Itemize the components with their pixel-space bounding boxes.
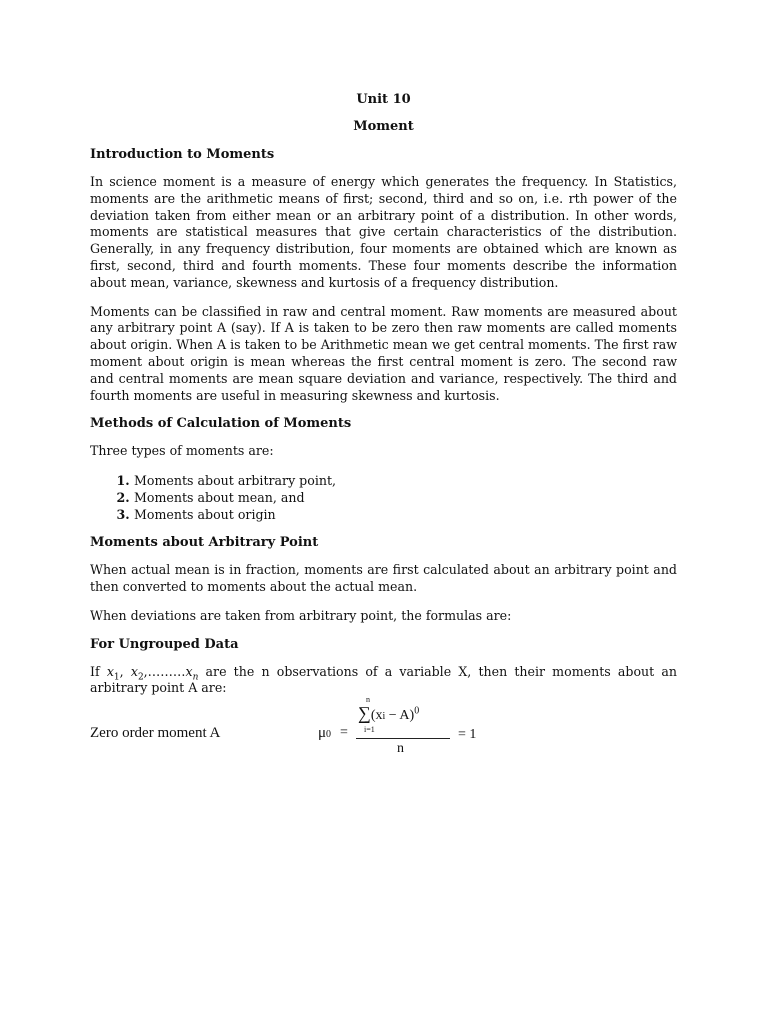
methods-intro: Three types of moments are: — [90, 443, 274, 459]
formula-row — [90, 695, 677, 773]
intro-paragraph-1: In science moment is a measure of energy which generates the frequency. In Statistics, moments are the arithmetic means of first; second, third and so on, i.e. rth power of the deviation taken from either mean or an arbitrary point of a distribution. In other words, moments are statistical measures that give certain characteristics of the distribution. Generally, in any frequency distribution, four moments are obtained which are known as first, second, third and fourth moments. These four moments describe the information about mean, variance, skewness and kurtosis of a frequency distribution. — [90, 174, 677, 290]
methods-list — [90, 472, 677, 523]
fraction-line — [356, 738, 450, 739]
unit-title: Unit 10 — [356, 92, 411, 107]
formula-label: Zero order moment A — [90, 725, 221, 742]
formula-result: = 1 — [458, 727, 477, 743]
intro-paragraph-2: Moments can be classified in raw and central moment. Raw moments are measured about any arbitrary point A (say). If A is taken to be zero then raw moments are called moments about origin. When A is taken to be Arithmetic mean we get central moments. The first raw moment about origin is mean whereas the first central moment is zero. The second raw and central moments are mean square deviation and variance, respectively. The third and fourth moments are useful in measuring skewness and kurtosis. — [90, 303, 677, 403]
sum-lower-limit: i=1 — [364, 725, 375, 735]
zero-order-moment-formula — [318, 695, 518, 773]
chapter-title: Moment — [353, 119, 414, 134]
arbitrary-paragraph-1: When actual mean is in fraction, moments are first calculated about an arbitrary point and then converted to moments about the actual mean. — [90, 562, 677, 594]
equals-sign: = — [340, 725, 348, 741]
formula-numerator: ∑(xi − A)$^0$ — [358, 703, 420, 724]
ungrouped-heading: For Ungrouped Data — [90, 636, 239, 652]
list-item: 3. Moments about origin — [134, 506, 677, 523]
arbitrary-heading: Moments about Arbitrary Point — [90, 535, 319, 551]
list-item: 1. Moments about arbitrary point, — [134, 472, 677, 489]
ungrouped-paragraph: If $x_1$, $x_2,\dots\dots\dots x_n$ are the n observations of a variable X, then their moments about an arbitrary point A are: — [90, 663, 677, 696]
list-item: 2. Moments about mean, and — [134, 489, 677, 506]
methods-heading: Methods of Calculation of Moments — [90, 416, 352, 432]
arbitrary-paragraph-2: When deviations are taken from arbitrary point, the formulas are: — [90, 607, 512, 623]
document-page — [90, 92, 677, 773]
intro-heading: Introduction to Moments — [90, 147, 275, 162]
formula-denominator: n — [397, 741, 404, 757]
sum-upper-limit: n — [366, 695, 370, 705]
mu-symbol: μ0 — [318, 725, 332, 742]
